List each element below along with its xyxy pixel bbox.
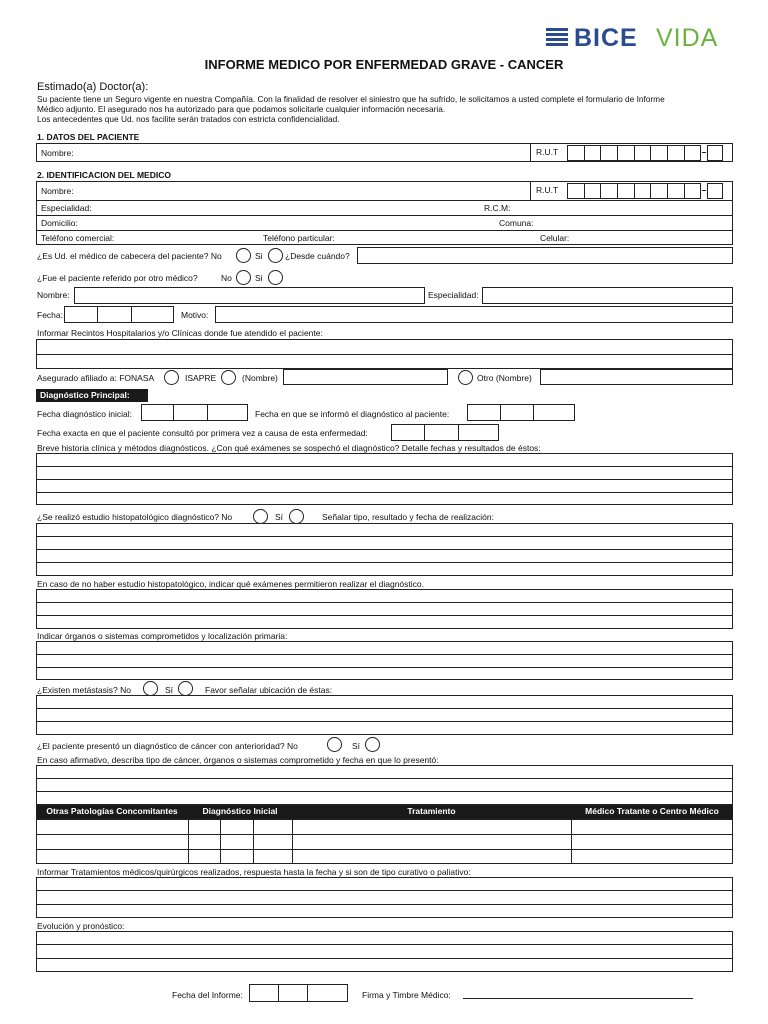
tabla-body[interactable] bbox=[36, 819, 733, 864]
anterior-field[interactable] bbox=[36, 765, 733, 805]
tabla-header-3: Tratamiento bbox=[407, 806, 456, 816]
organos-field[interactable] bbox=[36, 641, 733, 680]
tel-comercial-label: Teléfono comercial: bbox=[41, 233, 115, 243]
ref-motivo-label: Motivo: bbox=[181, 310, 209, 320]
doctor-rut-label: R.U.T bbox=[536, 185, 559, 195]
otro-nombre-field[interactable] bbox=[540, 369, 733, 385]
q-cabecera-label: ¿Es Ud. el médico de cabecera del paciente? No bbox=[37, 251, 222, 261]
desde-label: ¿Desde cuándo? bbox=[285, 251, 350, 261]
logo-icon bbox=[546, 28, 568, 48]
otro-radio[interactable] bbox=[458, 370, 473, 385]
isapre-nombre-field[interactable] bbox=[283, 369, 448, 385]
isapre-radio[interactable] bbox=[221, 370, 236, 385]
ref-motivo-field[interactable] bbox=[215, 306, 733, 323]
section1-title: 1. DATOS DEL PACIENTE bbox=[37, 132, 140, 142]
metastasis-si-label: Sí bbox=[165, 685, 174, 695]
ref-fecha-label: Fecha: bbox=[37, 310, 63, 320]
logo-vida: VIDA bbox=[656, 24, 719, 52]
diagnostico-bar-label: Diagnóstico Principal: bbox=[40, 390, 130, 400]
ref-nombre-label: Nombre: bbox=[37, 290, 70, 300]
doctor-name-label: Nombre: bbox=[41, 186, 74, 196]
isapre-label: ISAPRE bbox=[185, 373, 217, 383]
fecha-exacta-label: Fecha exacta en que el paciente consultó por primera vez a causa de esta enfermedad: bbox=[37, 428, 368, 438]
patient-name-label: Nombre: bbox=[41, 148, 74, 158]
section2-title: 2. IDENTIFICACION DEL MEDICO bbox=[37, 170, 171, 180]
histo-si-radio[interactable] bbox=[289, 509, 304, 524]
intro-greeting: Estimado(a) Doctor(a): bbox=[37, 81, 149, 93]
histo-si-label: Sí bbox=[275, 512, 284, 522]
histo-label: ¿Se realizó estudio histopatológico diagnóstico? No bbox=[37, 512, 233, 522]
fecha-informo-label: Fecha en que se informó el diagnóstico al paciente: bbox=[255, 409, 450, 419]
fecha-informe-field[interactable] bbox=[249, 984, 348, 1002]
cabecera-si-label: Si bbox=[255, 251, 263, 261]
anterior-si-label: Sí bbox=[352, 741, 361, 751]
anterior-caso-label: En caso afirmativo, describa tipo de cáncer, órganos o sistemas comprometido y fecha en que lo presentó: bbox=[37, 755, 439, 765]
comuna-label: Comuna: bbox=[499, 218, 534, 228]
no-histo-label: En caso de no haber estudio histopatológico, indicar qué exámenes permitieron realizar el diagnóstico. bbox=[37, 579, 424, 589]
desde-field[interactable] bbox=[357, 247, 733, 264]
ref-nombre-field[interactable] bbox=[74, 287, 425, 304]
q-referido-label: ¿Fue el paciente referido por otro médico? bbox=[37, 273, 198, 283]
histo-senalar-label: Señalar tipo, resultado y fecha de realización: bbox=[322, 512, 494, 522]
tratamientos-label: Informar Tratamientos médicos/quirúrgicos realizados, respuesta hasta la fecha y si son de tipo curativo o paliativo: bbox=[37, 867, 471, 877]
evolucion-field[interactable] bbox=[36, 931, 733, 972]
anterior-si-radio[interactable] bbox=[365, 737, 380, 752]
afiliado-label: Asegurado afiliado a: FONASA bbox=[37, 373, 155, 383]
tabla-header-2: Diagnóstico Inicial bbox=[202, 806, 278, 816]
isapre-nombre-label: (Nombre) bbox=[242, 373, 278, 383]
metastasis-favor-label: Favor señalar ubicación de éstas: bbox=[205, 685, 333, 695]
referido-no-radio[interactable] bbox=[236, 270, 251, 285]
patient-rut-label: R.U.T bbox=[536, 147, 559, 157]
metastasis-no-radio[interactable] bbox=[143, 681, 158, 696]
metastasis-label: ¿Existen metástasis? No bbox=[37, 685, 132, 695]
fecha-exacta-field[interactable] bbox=[391, 424, 499, 441]
patient-rut-dv[interactable] bbox=[707, 145, 723, 161]
organos-label: Indicar órganos o sistemas comprometidos y localización primaria: bbox=[37, 631, 288, 641]
firma-label: Firma y Timbre Médico: bbox=[362, 990, 451, 1000]
historia-label: Breve historia clínica y métodos diagnósticos. ¿Con qué exámenes se sospechó el diagnóstico? Detalle fechas y resultados de éstos: bbox=[37, 443, 541, 453]
anterior-no-radio[interactable] bbox=[327, 737, 342, 752]
especialidad-label: Especialidad: bbox=[41, 203, 92, 213]
evolucion-label: Evolución y pronóstico: bbox=[37, 921, 125, 931]
intro-line3: Los antecedentes que Ud. nos facilite serán tratados con estricta confidencialidad. bbox=[37, 114, 340, 124]
referido-no-label: No bbox=[221, 273, 232, 283]
firma-line[interactable] bbox=[463, 998, 693, 999]
fecha-inicial-label: Fecha diagnóstico inicial: bbox=[37, 409, 132, 419]
doctor-rut-dv[interactable] bbox=[707, 183, 723, 199]
fecha-informo-field[interactable] bbox=[467, 404, 575, 421]
intro-line2: Médico adjunto. El asegurado nos ha autorizado para que podamos solicitarle cualquier información necesaria. bbox=[37, 104, 446, 114]
celular-label: Celular: bbox=[540, 233, 570, 243]
fonasa-radio[interactable] bbox=[164, 370, 179, 385]
rcm-label: R.C.M: bbox=[484, 203, 511, 213]
intro-line1: Su paciente tiene un Seguro vigente en nuestra Compañía. Con la finalidad de resolver el siniestro que ha sufrido, le solicitamos a usted complete el formulario de Informe bbox=[37, 94, 665, 104]
metastasis-field[interactable] bbox=[36, 695, 733, 735]
no-histo-field[interactable] bbox=[36, 589, 733, 629]
fecha-informe-label: Fecha del Informe: bbox=[172, 990, 243, 1000]
recintos-label: Informar Recintos Hospitalarios y/o Clínicas donde fue atendido el paciente: bbox=[37, 328, 323, 338]
cabecera-si-radio[interactable] bbox=[268, 248, 283, 263]
ref-especialidad-field[interactable] bbox=[482, 287, 733, 304]
referido-si-label: Si bbox=[255, 273, 263, 283]
domicilio-label: Domicilio: bbox=[41, 218, 78, 228]
metastasis-si-radio[interactable] bbox=[178, 681, 193, 696]
tabla-header-4: Médico Tratante o Centro Médico bbox=[585, 806, 719, 816]
diagnostico-bar bbox=[36, 389, 148, 402]
anterior-label: ¿El paciente presentó un diagnóstico de cáncer con anterioridad? No bbox=[37, 741, 298, 751]
ref-fecha-field[interactable] bbox=[64, 306, 174, 323]
page-title: INFORME MEDICO POR ENFERMEDAD GRAVE - CANCER bbox=[204, 57, 564, 72]
tel-particular-label: Teléfono particular: bbox=[263, 233, 335, 243]
logo-bice: BICE bbox=[574, 24, 638, 52]
referido-si-radio[interactable] bbox=[268, 270, 283, 285]
tratamientos-field[interactable] bbox=[36, 877, 733, 918]
cabecera-no-radio[interactable] bbox=[236, 248, 251, 263]
ref-especialidad-label: Especialidad: bbox=[428, 290, 479, 300]
tabla-header-1: Otras Patologías Concomitantes bbox=[46, 806, 178, 816]
fecha-inicial-field[interactable] bbox=[141, 404, 248, 421]
otro-label: Otro (Nombre) bbox=[477, 373, 532, 383]
histo-no-radio[interactable] bbox=[253, 509, 268, 524]
